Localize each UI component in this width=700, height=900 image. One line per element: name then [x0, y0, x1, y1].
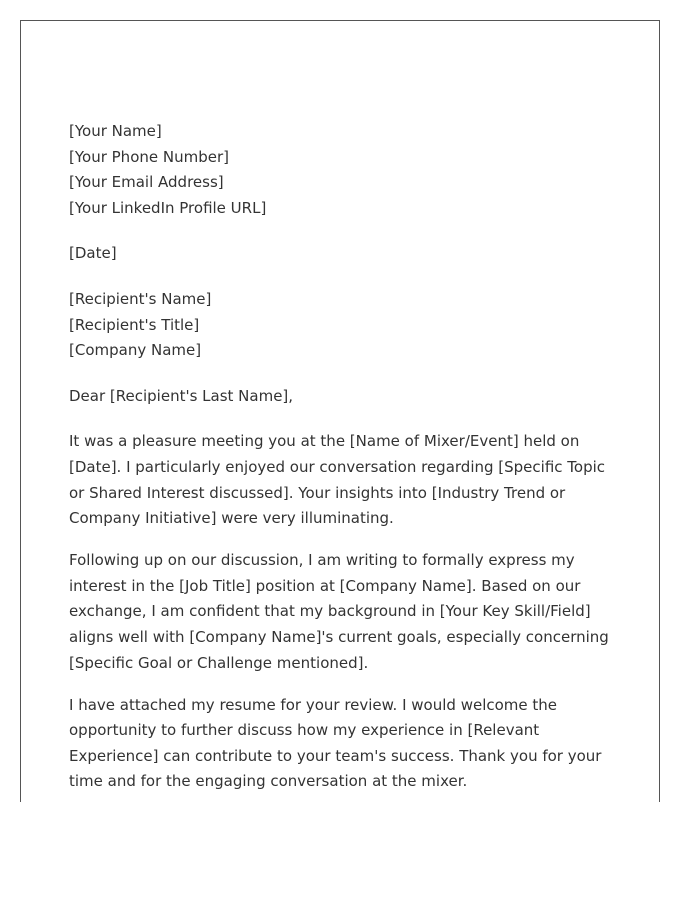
recipient-title: [Recipient's Title] [69, 315, 200, 334]
salutation: Dear [Recipient's Last Name], [69, 386, 294, 405]
body-paragraph-1: It was a pleasure meeting you at the [Name of Mixer/Event] held on [Date]. I particularly enjoyed our conversation regarding [Specific Topic or Shared Interest discussed]. Your insights into [Industry Trend or Company Initiative] were very illuminating. [69, 432, 606, 528]
salutation-block [69, 384, 619, 410]
letter-page [20, 20, 660, 802]
letter-body [69, 119, 619, 812]
body-paragraph-2: Following up on our discussion, I am writing to formally express my interest in the [Job Title] position at [Company Name]. Based on our exchange, I am confident that my background in [Your Key Skill/Field] aligns well with [Company Name]'s current goals, especially concerning [Specific Goal or Challenge mentioned]. [69, 551, 609, 672]
body-paragraph-3: I have attached my resume for your review. I would welcome the opportunity to further discuss how my experience in [Relevant Experience] can contribute to your team's success. Thank you for your time and for the engaging conversation at the mixer. [69, 695, 602, 791]
date-block [69, 241, 619, 267]
recipient-info [69, 287, 619, 364]
sender-info [69, 119, 619, 221]
sender-name: [Your Name] [69, 122, 162, 140]
sender-email: [Your Email Address] [69, 173, 224, 192]
recipient-company: [Company Name] [69, 341, 202, 360]
sender-phone: [Your Phone Number] [69, 147, 229, 166]
recipient-name: [Recipient's Name] [69, 289, 212, 308]
letter-date: [Date] [69, 244, 117, 263]
sender-linkedin: [Your LinkedIn Profile URL] [69, 198, 267, 217]
